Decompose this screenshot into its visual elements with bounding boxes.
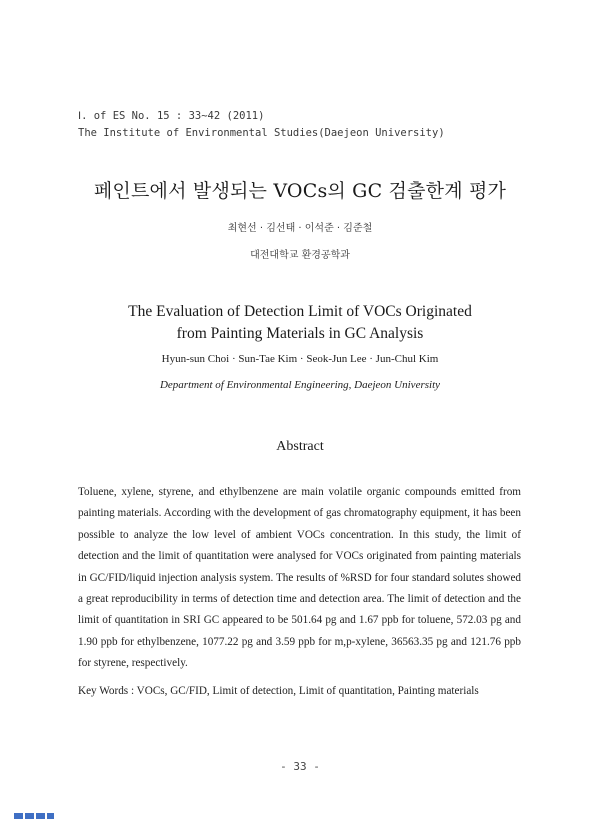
korean-title: 페인트에서 발생되는 VOCs의 GC 검출한계 평가	[93, 180, 507, 202]
abstract-body: Toluene, xylene, styrene, and ethylbenzene are main volatile organic compounds emitted from painting materials. According with the development of gas chromatography equipment, it has been possible to analyze the low level of ambient VOCs concentration. In this study, the limit of detection and the limit of quantitation were analysed for VOCs originated from painting materials in GC/FID/liquid injection analysis system. The results of %RSD for four standard solutes showed a great reproducibility in terms of detection time and detection area. The limit of detection and the limit of quantitation in SRI GC appeared to be 501.64 pg and 1.67 ppb for toluene, 572.03 pg and 1.90 ppb for ethylbenzene, 1077.22 pg and 3.59 ppb for m,p-xylene, 36563.35 pg and 121.76 ppb for styrene, respectively.	[78, 486, 521, 670]
institute-name: The Institute of Environmental Studies(Daejeon University)	[78, 127, 445, 139]
page-number: - 33 -	[280, 760, 320, 773]
journal-citation: Ⅰ. of ES No. 15 : 33~42 (2011)	[78, 110, 265, 122]
english-affiliation: Department of Environmental Engineering, Daejeon University	[159, 379, 441, 391]
english-title-line-1: The Evaluation of Detection Limit of VOCs Originated	[128, 303, 472, 320]
abstract-heading: Abstract	[276, 439, 324, 454]
keywords: Key Words : VOCs, GC/FID, Limit of detection, Limit of quantitation, Painting materials	[78, 685, 479, 697]
english-authors: Hyun-sun Choi · Sun-Tae Kim · Seok-Jun Lee · Jun-Chul Kim	[161, 353, 439, 365]
corner-mark	[14, 813, 54, 819]
english-title	[0, 301, 600, 345]
korean-affiliation: 대전대학교 환경공학과	[250, 250, 350, 261]
korean-authors: 최현선 · 김선태 · 이석준 · 김준철	[227, 223, 373, 234]
journal-header	[78, 108, 538, 142]
english-title-line-2: from Painting Materials in GC Analysis	[176, 325, 424, 342]
